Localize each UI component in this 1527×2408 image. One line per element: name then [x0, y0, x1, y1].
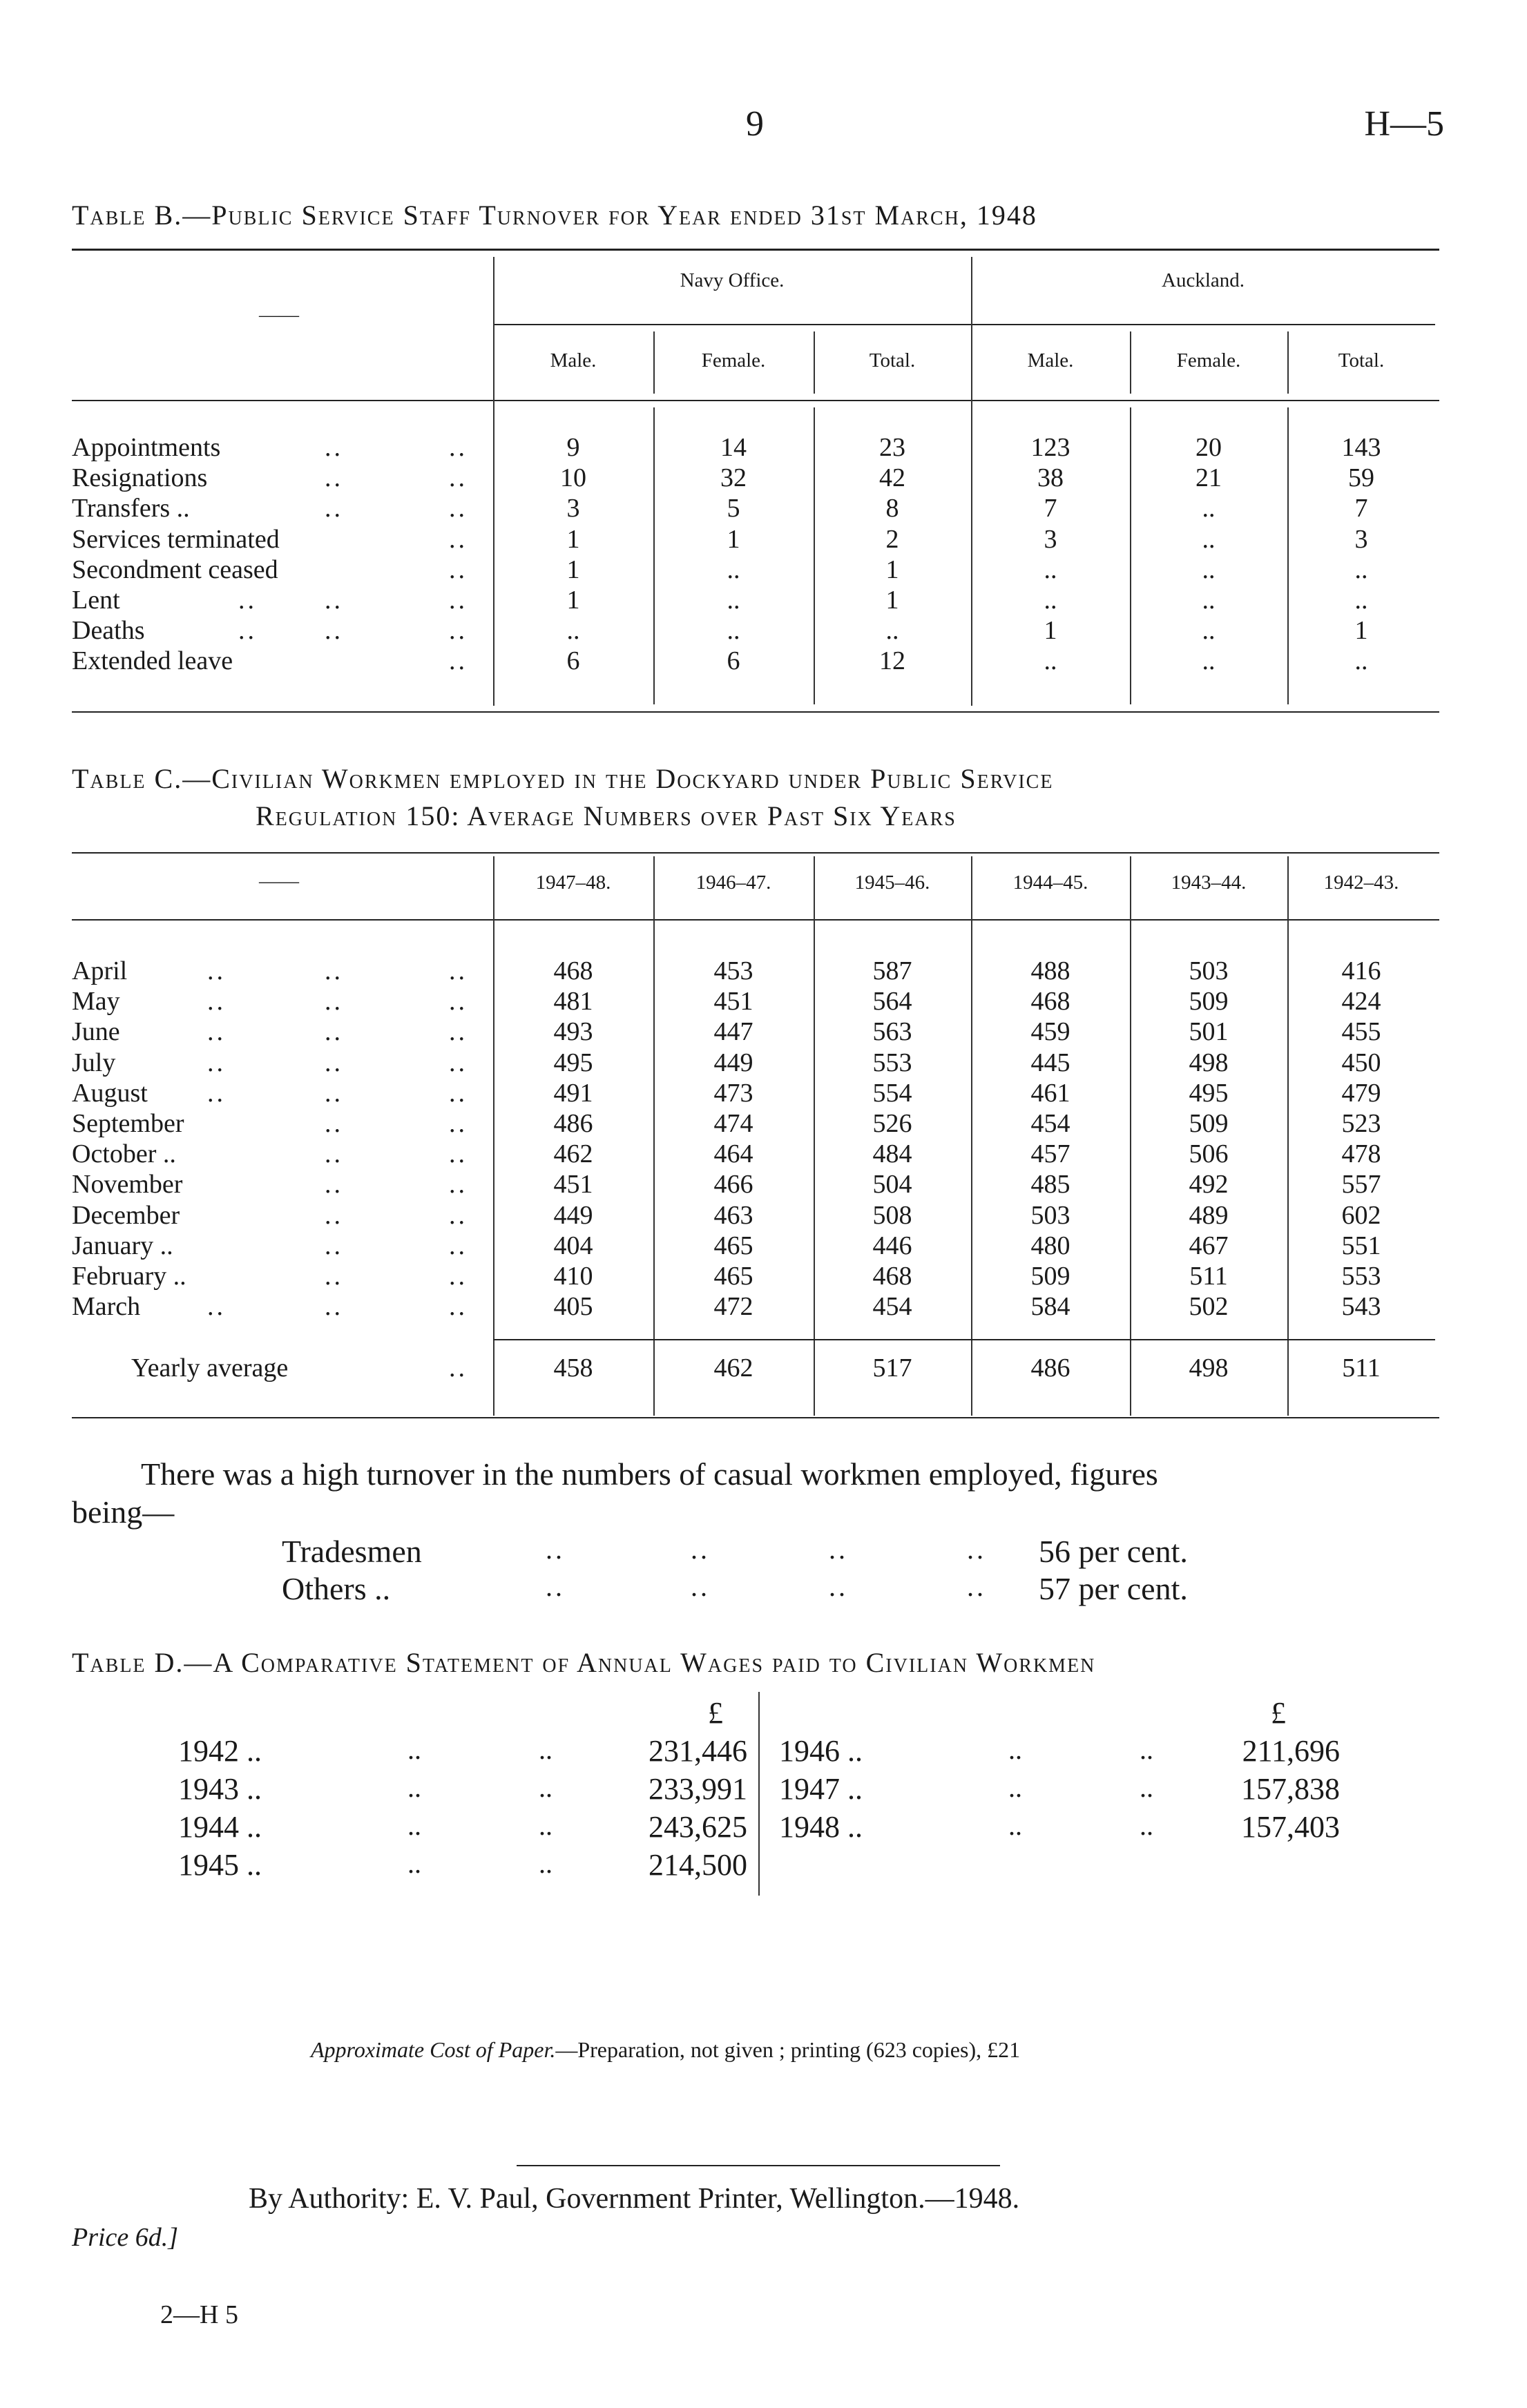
table-b-group-auckland: Auckland. [1162, 269, 1245, 291]
table-c-cell: 455 [1341, 1017, 1381, 1047]
table-c-cell: 454 [1030, 1109, 1070, 1138]
leader-dots: .. [325, 1139, 343, 1169]
table-b-row-label: Appointments [72, 433, 221, 462]
leader-dots: .. [449, 463, 468, 493]
leader-dots: .. [207, 1292, 226, 1322]
table-c-stub-header: —— [259, 870, 299, 892]
leader-dots: .. [449, 1262, 468, 1291]
leader-dots: .. [1140, 1772, 1153, 1803]
table-b-cell: 12 [879, 646, 905, 676]
table-b-row-label: Deaths [72, 616, 145, 646]
table-c-column-header: 1946–47. [695, 871, 771, 894]
table-b-cell: .. [1354, 646, 1368, 676]
turnover-item-value: 56 per cent. [1039, 1534, 1188, 1569]
table-c-cell: 509 [1189, 1109, 1229, 1138]
leader-dots: .. [325, 1292, 343, 1322]
table-c-cell: 584 [1030, 1292, 1070, 1322]
table-c-row-label: December [72, 1200, 180, 1230]
table-c-title-line1: Table C.—Civilian Workmen employed in the Dockyard under Public Service [72, 763, 1054, 794]
table-c-cell: 466 [713, 1170, 753, 1200]
table-c-cell: 480 [1030, 1231, 1070, 1260]
leader-dots: .. [967, 1571, 986, 1602]
table-b-cell: 1 [885, 555, 899, 584]
table-b-cell: .. [566, 616, 580, 646]
table-c-divider [1130, 856, 1131, 1416]
table-d-year: 1943 .. [178, 1772, 262, 1806]
table-c-cell: 474 [713, 1109, 753, 1138]
table-c-column-header: 1947–48. [535, 871, 611, 894]
table-b-divider [971, 257, 972, 706]
table-c-cell: 543 [1341, 1292, 1381, 1322]
leader-dots: .. [449, 524, 468, 554]
table-b-cell: .. [727, 555, 740, 584]
table-b-column-header: Total. [1338, 349, 1385, 372]
table-c-row-label: February .. [72, 1262, 186, 1291]
table-b-divider [1130, 331, 1131, 394]
table-c-column-header: 1944–45. [1012, 871, 1088, 894]
table-b-cell: 23 [879, 433, 905, 462]
leader-dots: .. [1008, 1810, 1022, 1841]
leader-dots: .. [325, 956, 343, 985]
table-c-cell: 486 [553, 1109, 593, 1138]
table-b-cell: 7 [1354, 494, 1368, 523]
table-b-cell: 5 [727, 494, 740, 523]
table-c-cell: 449 [713, 1048, 753, 1077]
table-c-cell: 424 [1341, 987, 1381, 1017]
table-c-cell: 479 [1341, 1078, 1381, 1108]
table-b-cell: 38 [1037, 463, 1064, 493]
table-b-cell: 1 [1044, 616, 1057, 646]
cost-note [311, 2037, 1020, 2063]
leader-dots: .. [539, 1810, 553, 1841]
table-b-cell: 7 [1044, 494, 1057, 523]
leader-dots: .. [449, 555, 468, 584]
leader-dots: .. [449, 1109, 468, 1138]
table-c-header-rule [72, 919, 1439, 921]
leader-dots: .. [325, 1109, 343, 1138]
table-c-cell: 451 [713, 987, 753, 1017]
table-c-cell: 447 [713, 1017, 753, 1047]
table-b-cell: .. [1354, 586, 1368, 615]
table-c-row-label: November [72, 1170, 183, 1200]
leader-dots: .. [325, 463, 343, 493]
table-b-cell: 123 [1030, 433, 1070, 462]
table-b-cell: .. [1354, 555, 1368, 584]
leader-dots: .. [325, 1231, 343, 1260]
leader-dots: .. [325, 586, 343, 615]
table-c-divider [971, 856, 972, 1416]
table-c-cell: 462 [553, 1139, 593, 1169]
leader-dots: .. [829, 1571, 848, 1602]
leader-dots: .. [449, 1170, 468, 1200]
table-b-cell: 3 [1354, 524, 1368, 554]
table-c-cell: 489 [1189, 1200, 1229, 1230]
turnover-paragraph-line2: being— [72, 1494, 175, 1530]
leader-dots: .. [449, 1292, 468, 1322]
table-b-cell: 9 [566, 433, 580, 462]
authority-line: By Authority: E. V. Paul, Government Printer, Wellington.—1948. [249, 2183, 1020, 2215]
table-c-cell: 454 [872, 1292, 912, 1322]
table-c-cell: 501 [1189, 1017, 1229, 1047]
leader-dots: .. [1008, 1734, 1022, 1765]
leader-dots: .. [449, 433, 468, 462]
table-b-cell: 59 [1348, 463, 1374, 493]
table-c-total-rule [493, 1339, 1435, 1340]
leader-dots: .. [325, 1262, 343, 1291]
leader-dots: .. [967, 1534, 986, 1565]
table-c-row-label: January .. [72, 1231, 173, 1260]
table-c-cell: 491 [553, 1078, 593, 1108]
leader-dots: .. [325, 1017, 343, 1047]
table-b-cell: 10 [560, 463, 586, 493]
table-b-cell: 8 [885, 494, 899, 523]
cost-label: Approximate Cost of Paper. [311, 2037, 556, 2062]
table-c-bottom-rule [72, 1417, 1439, 1418]
table-b-bottom-rule [72, 711, 1439, 713]
table-b-column-header: Male. [1027, 349, 1074, 372]
table-c-cell: 498 [1189, 1048, 1229, 1077]
table-c-row-label: July [72, 1048, 116, 1077]
price: Price 6d.] [72, 2223, 179, 2252]
table-c-cell: 553 [872, 1048, 912, 1077]
table-d-year: 1942 .. [178, 1734, 262, 1768]
table-b-top-rule [72, 249, 1439, 251]
table-c-column-header: 1943–44. [1171, 871, 1247, 894]
table-c-cell: 465 [713, 1231, 753, 1260]
table-c-cell: 485 [1030, 1170, 1070, 1200]
leader-dots: .. [325, 616, 343, 646]
table-b-divider [653, 331, 655, 394]
table-c-cell: 509 [1189, 987, 1229, 1017]
page-number: 9 [746, 104, 764, 144]
table-c-top-rule [72, 852, 1439, 854]
table-c-title-line2: Regulation 150: Average Numbers over Past Six Years [256, 800, 957, 831]
table-c-cell: 488 [1030, 956, 1070, 985]
table-b-cell: 1 [885, 586, 899, 615]
table-b-divider [1287, 407, 1289, 704]
table-d-amount: 214,500 [649, 1848, 747, 1882]
table-c-cell: 449 [553, 1200, 593, 1230]
table-d-amount: 243,625 [649, 1810, 747, 1844]
table-c-average-cell: 517 [872, 1354, 912, 1383]
table-b-cell: .. [1044, 646, 1057, 676]
table-c-cell: 457 [1030, 1139, 1070, 1169]
leader-dots: .. [207, 1048, 226, 1077]
table-c-cell: 602 [1341, 1200, 1381, 1230]
table-b-row-label: Lent [72, 586, 120, 615]
table-b-cell: .. [1202, 524, 1216, 554]
leader-dots: .. [449, 616, 468, 646]
currency-header-right: £ [1271, 1696, 1286, 1730]
leader-dots: .. [325, 433, 343, 462]
table-c-row-label: September [72, 1109, 184, 1138]
table-b-divider [814, 331, 815, 394]
table-b-column-header: Total. [869, 349, 916, 372]
leader-dots: .. [449, 586, 468, 615]
table-d-year: 1946 .. [779, 1734, 863, 1768]
table-c-cell: 450 [1341, 1048, 1381, 1077]
table-b-cell: .. [1044, 586, 1057, 615]
table-b-cell: 42 [879, 463, 905, 493]
table-c-cell: 467 [1189, 1231, 1229, 1260]
leader-dots: .. [325, 987, 343, 1017]
leader-dots: .. [238, 586, 257, 615]
table-b-cell: 6 [566, 646, 580, 676]
table-b-cell: 6 [727, 646, 740, 676]
table-b-cell: 21 [1195, 463, 1222, 493]
leader-dots: .. [407, 1810, 421, 1841]
leader-dots: .. [449, 1078, 468, 1108]
leader-dots: .. [407, 1848, 421, 1879]
table-c-cell: 478 [1341, 1139, 1381, 1169]
table-b-row-label: Services terminated [72, 524, 280, 554]
table-c-divider [653, 856, 655, 1416]
leader-dots: .. [207, 1017, 226, 1047]
currency-header-left: £ [708, 1696, 723, 1730]
table-b-cell: 1 [566, 524, 580, 554]
table-c-cell: 563 [872, 1017, 912, 1047]
table-b-divider [1287, 331, 1289, 394]
table-b-cell: .. [727, 586, 740, 615]
table-b-divider [653, 407, 655, 704]
table-c-cell: 587 [872, 956, 912, 985]
table-c-row-label: March [72, 1292, 141, 1322]
table-c-row-label: August [72, 1078, 148, 1108]
leader-dots: .. [449, 646, 468, 676]
table-b-cell: 14 [720, 433, 747, 462]
leader-dots: .. [546, 1571, 565, 1602]
table-c-cell: 468 [553, 956, 593, 985]
table-c-row-label: October .. [72, 1139, 176, 1169]
table-b-row-label: Transfers .. [72, 494, 190, 523]
leader-dots: .. [1140, 1734, 1153, 1765]
table-b-cell: .. [1044, 555, 1057, 584]
table-c-divider [814, 856, 815, 1416]
turnover-item-value: 57 per cent. [1039, 1571, 1188, 1606]
leader-dots: .. [407, 1772, 421, 1803]
table-c-column-header: 1942–43. [1323, 871, 1399, 894]
table-c-cell: 453 [713, 956, 753, 985]
leader-dots: .. [449, 1231, 468, 1260]
table-b-cell: .. [727, 616, 740, 646]
table-c-cell: 503 [1189, 956, 1229, 985]
table-b-column-header: Male. [550, 349, 597, 372]
table-c-cell: 446 [872, 1231, 912, 1260]
turnover-item-label: Others .. [282, 1571, 391, 1606]
table-c-cell: 464 [713, 1139, 753, 1169]
table-c-cell: 564 [872, 987, 912, 1017]
table-c-row-label: May [72, 987, 120, 1017]
table-c-cell: 554 [872, 1078, 912, 1108]
table-c-cell: 551 [1341, 1231, 1381, 1260]
leader-dots: .. [325, 1078, 343, 1108]
table-c-cell: 445 [1030, 1048, 1070, 1077]
table-c-average-cell: 486 [1030, 1354, 1070, 1383]
table-c-cell: 523 [1341, 1109, 1381, 1138]
table-c-cell: 495 [553, 1048, 593, 1077]
table-b-row-label: Resignations [72, 463, 208, 493]
table-b-cell: 3 [1044, 524, 1057, 554]
table-c-cell: 553 [1341, 1262, 1381, 1291]
table-d-year: 1945 .. [178, 1848, 262, 1882]
table-b-cell: .. [1202, 586, 1216, 615]
table-b-cell: .. [1202, 494, 1216, 523]
table-c-divider [1287, 856, 1289, 1416]
table-c-cell: 511 [1189, 1262, 1228, 1291]
table-c-cell: 481 [553, 987, 593, 1017]
table-b-cell: .. [1202, 555, 1216, 584]
leader-dots: .. [691, 1534, 710, 1565]
leader-dots: .. [1008, 1772, 1022, 1803]
leader-dots: .. [238, 616, 257, 646]
table-c-cell: 504 [872, 1170, 912, 1200]
table-b-cell: .. [885, 616, 899, 646]
leader-dots: .. [449, 1139, 468, 1169]
leader-dots: .. [449, 1017, 468, 1047]
table-d-amount: 231,446 [649, 1734, 747, 1768]
leader-dots: .. [539, 1772, 553, 1803]
table-b-cell: 1 [566, 586, 580, 615]
leader-dots: .. [449, 987, 468, 1017]
table-c-average-cell: 498 [1189, 1354, 1229, 1383]
table-b-row-label: Extended leave [72, 646, 233, 676]
leader-dots: .. [539, 1848, 553, 1879]
table-b-group-rule [493, 324, 1435, 325]
leader-dots: .. [449, 494, 468, 523]
document-reference: H—5 [1364, 104, 1444, 144]
leader-dots: .. [449, 1200, 468, 1230]
table-d-amount: 233,991 [649, 1772, 747, 1806]
turnover-paragraph-line1: There was a high turnover in the numbers of casual workmen employed, figures [141, 1456, 1158, 1492]
table-b-cell: 1 [1354, 616, 1368, 646]
leader-dots: .. [449, 1048, 468, 1077]
table-c-cell: 495 [1189, 1078, 1229, 1108]
table-c-cell: 502 [1189, 1292, 1229, 1322]
table-c-cell: 410 [553, 1262, 593, 1291]
table-c-cell: 492 [1189, 1170, 1229, 1200]
table-d-amount: 157,403 [1241, 1810, 1340, 1844]
leader-dots: .. [1140, 1810, 1153, 1841]
leader-dots: .. [449, 1354, 468, 1383]
footer-divider [517, 2165, 1000, 2166]
table-c-cell: 557 [1341, 1170, 1381, 1200]
table-c-average-cell: 462 [713, 1354, 753, 1383]
table-b-divider [493, 257, 494, 706]
table-b-cell: 1 [566, 555, 580, 584]
leader-dots: .. [691, 1571, 710, 1602]
table-c-cell: 493 [553, 1017, 593, 1047]
table-c-cell: 484 [872, 1139, 912, 1169]
table-c-row-label: April [72, 956, 128, 985]
table-c-row-label: June [72, 1017, 120, 1047]
table-c-cell: 465 [713, 1262, 753, 1291]
table-c-average-label: Yearly average [131, 1354, 289, 1383]
table-d-amount: 157,838 [1241, 1772, 1340, 1806]
leader-dots: .. [546, 1534, 565, 1565]
leader-dots: .. [325, 1048, 343, 1077]
printer-signature: 2—H 5 [160, 2300, 238, 2329]
table-d-year: 1944 .. [178, 1810, 262, 1844]
table-c-cell: 468 [1030, 987, 1070, 1017]
table-b-cell: 20 [1195, 433, 1222, 462]
table-d-title: Table D.—A Comparative Statement of Annual Wages paid to Civilian Workmen [72, 1647, 1096, 1678]
table-c-cell: 404 [553, 1231, 593, 1260]
table-b-cell: 3 [566, 494, 580, 523]
table-b-divider [814, 407, 815, 704]
table-c-cell: 509 [1030, 1262, 1070, 1291]
table-b-cell: 143 [1341, 433, 1381, 462]
leader-dots: .. [449, 956, 468, 985]
table-b-divider [1130, 407, 1131, 704]
table-b-group-navy: Navy Office. [680, 269, 785, 291]
table-c-cell: 503 [1030, 1200, 1070, 1230]
table-d-year: 1947 .. [779, 1772, 863, 1806]
table-c-cell: 506 [1189, 1139, 1229, 1169]
leader-dots: .. [207, 987, 226, 1017]
table-c-cell: 405 [553, 1292, 593, 1322]
turnover-item-label: Tradesmen [282, 1534, 422, 1569]
table-b-column-header: Female. [701, 349, 766, 372]
leader-dots: .. [207, 1078, 226, 1108]
table-c-cell: 459 [1030, 1017, 1070, 1047]
table-c-cell: 461 [1030, 1078, 1070, 1108]
leader-dots: .. [407, 1734, 421, 1765]
table-d-divider [758, 1692, 760, 1896]
table-b-header-rule [72, 400, 1439, 401]
table-b-cell: 2 [885, 524, 899, 554]
table-c-average-cell: 458 [553, 1354, 593, 1383]
table-b-stub-header: —— [259, 304, 299, 326]
table-c-cell: 508 [872, 1200, 912, 1230]
table-c-cell: 416 [1341, 956, 1381, 985]
leader-dots: .. [325, 494, 343, 523]
table-c-average-cell: 511 [1342, 1354, 1381, 1383]
leader-dots: .. [325, 1170, 343, 1200]
leader-dots: .. [207, 956, 226, 985]
table-b-cell: 1 [727, 524, 740, 554]
table-c-cell: 451 [553, 1170, 593, 1200]
leader-dots: .. [325, 1200, 343, 1230]
table-c-cell: 468 [872, 1262, 912, 1291]
table-b-column-header: Female. [1176, 349, 1241, 372]
table-b-cell: .. [1202, 646, 1216, 676]
cost-text: —Preparation, not given ; printing (623 copies), £21 [555, 2037, 1021, 2062]
table-c-divider [493, 856, 494, 1416]
table-b-cell: .. [1202, 616, 1216, 646]
table-d-year: 1948 .. [779, 1810, 863, 1844]
table-c-cell: 463 [713, 1200, 753, 1230]
leader-dots: .. [539, 1734, 553, 1765]
table-c-cell: 526 [872, 1109, 912, 1138]
table-b-cell: 32 [720, 463, 747, 493]
table-c-cell: 472 [713, 1292, 753, 1322]
leader-dots: .. [829, 1534, 848, 1565]
table-d-amount: 211,696 [1242, 1734, 1340, 1768]
table-c-cell: 473 [713, 1078, 753, 1108]
table-c-column-header: 1945–46. [854, 871, 930, 894]
table-b-title: Table B.—Public Service Staff Turnover for Year ended 31st March, 1948 [72, 200, 1037, 231]
table-b-row-label: Secondment ceased [72, 555, 278, 584]
